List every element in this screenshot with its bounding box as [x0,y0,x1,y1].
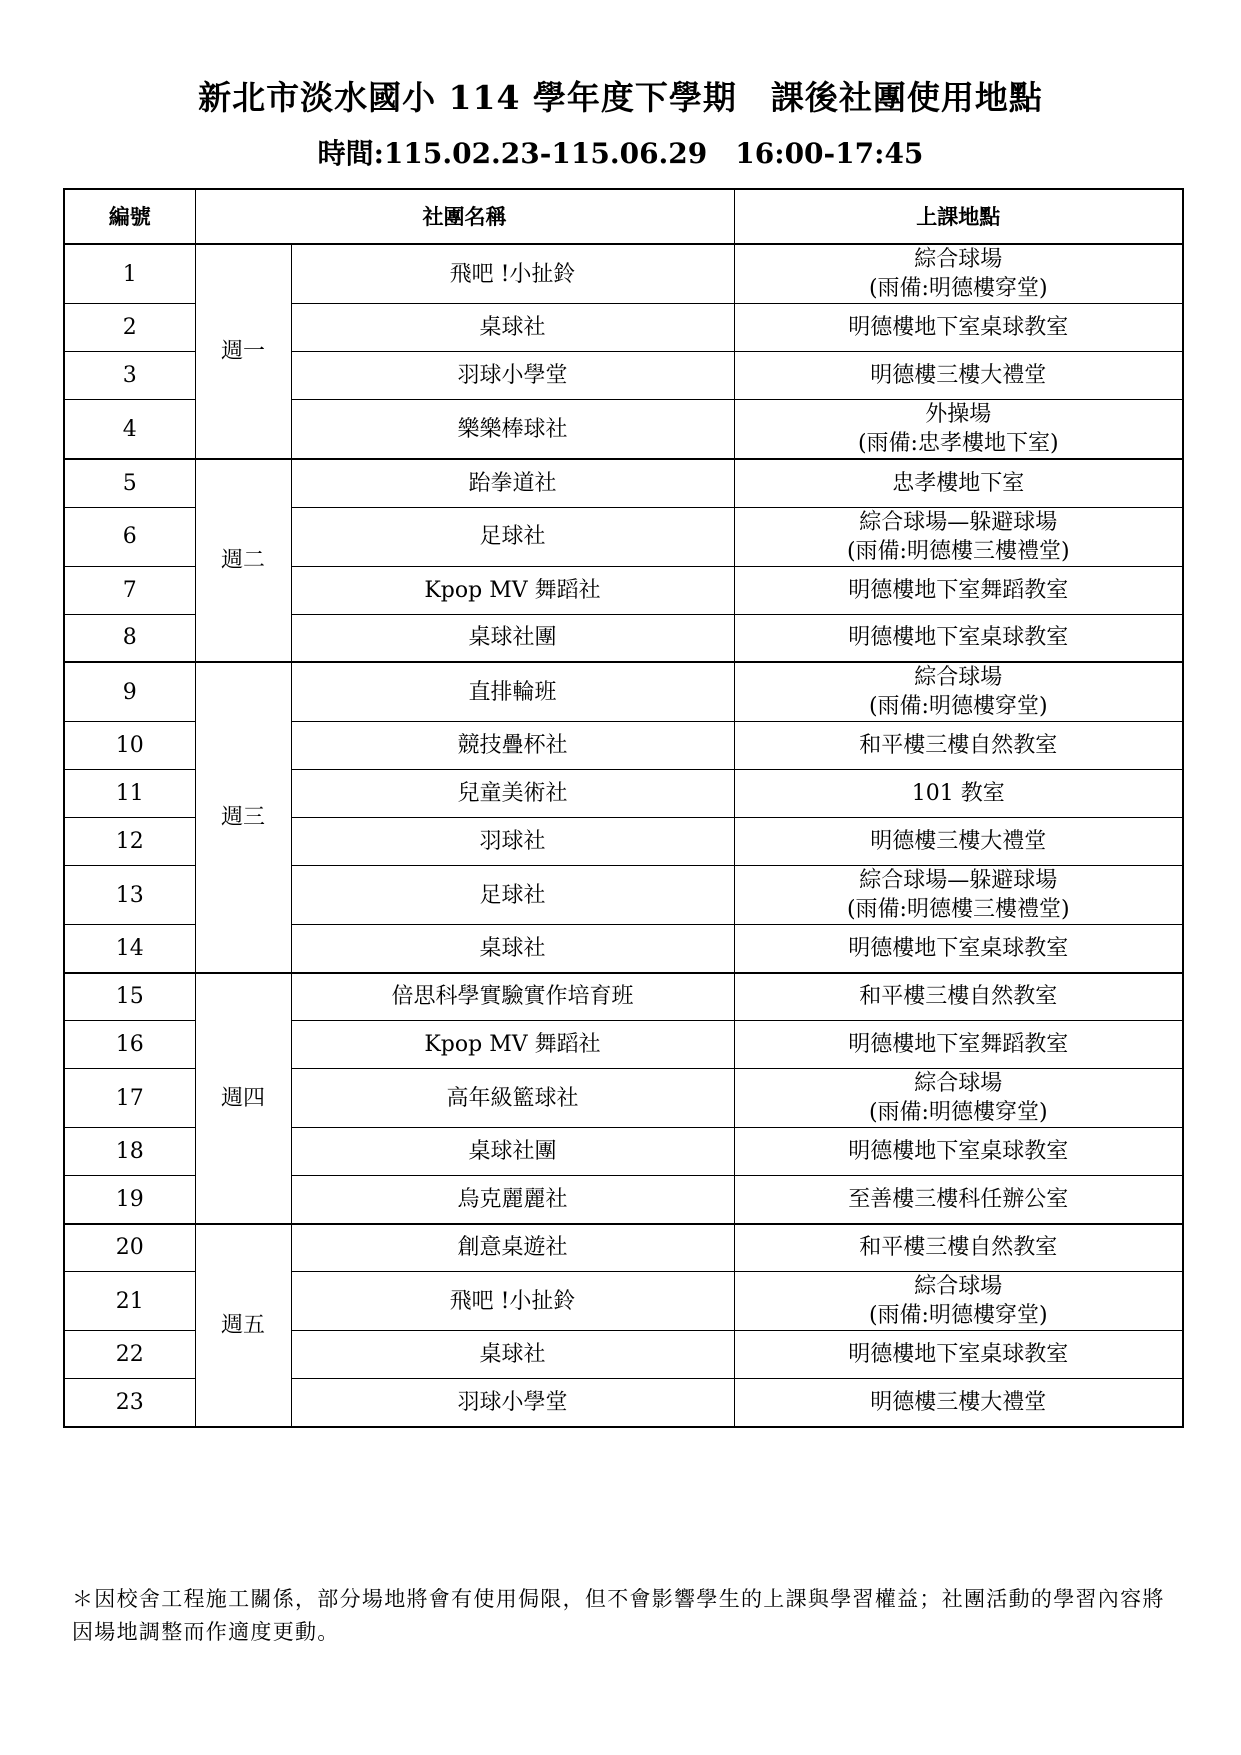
location-main: 至善樓三樓科任辦公室 [848,1186,1069,1212]
footnote: ＊因校舍工程施工關係，部分場地將會有使用侷限，但不會影響學生的上課與學習權益；社團活動的學習內容將因場地調整而作適度更動。 [72,1587,1165,1644]
row-number: 18 [64,1128,195,1176]
location-main: 綜合球場 [914,1071,1003,1096]
location-cell [734,722,1183,770]
weekday-cell: 週三 [195,662,291,973]
weekday-cell: 週四 [195,973,291,1224]
row-number: 20 [64,1224,195,1272]
schedule-time: 時間:115.02.23-115.06.29 16:00-17:45 [317,137,924,170]
location-main: 綜合球場 [914,665,1003,690]
club-name: 桌球社 [291,304,734,352]
club-name: 羽球社 [291,818,734,866]
location-rain-backup: (雨備:忠孝樓地下室) [857,431,1059,456]
location-cell [734,1224,1183,1272]
club-name: 飛吧 !小扯鈴 [291,244,734,304]
location-main: 明德樓地下室舞蹈教室 [848,1032,1069,1057]
location-main: 101 教室 [911,781,1005,806]
club-name: Kpop MV 舞蹈社 [291,566,734,614]
table-row [64,662,1183,722]
location-cell [734,1176,1183,1224]
location-main: 忠孝樓地下室 [892,470,1025,496]
row-number: 12 [64,818,195,866]
club-name: 創意桌遊社 [291,1224,734,1272]
table-body [64,244,1183,1427]
club-name: 羽球小學堂 [291,352,734,400]
club-name: 競技疊杯社 [291,722,734,770]
club-name: 直排輪班 [291,662,734,722]
row-number: 5 [64,459,195,507]
row-number: 17 [64,1069,195,1128]
weekday-cell: 週一 [195,244,291,459]
location-cell [734,818,1183,866]
row-number: 2 [64,304,195,352]
location-cell [734,352,1183,400]
location-main: 和平樓三樓自然教室 [859,733,1058,758]
location-cell [734,1331,1183,1379]
location-cell [734,1069,1183,1128]
location-main: 明德樓三樓大禮堂 [870,829,1047,854]
row-number: 15 [64,973,195,1021]
club-name: 飛吧 !小扯鈴 [291,1272,734,1331]
location-main: 明德樓三樓大禮堂 [870,1389,1047,1415]
location-main: 明德樓地下室桌球教室 [848,1342,1069,1367]
location-main: 綜合球場—躲避球場 [859,509,1058,535]
row-number: 13 [64,866,195,925]
location-rain-backup: (雨備:明德樓三樓禮堂) [846,897,1070,922]
location-rain-backup: (雨備:明德樓穿堂) [868,694,1048,719]
table-header-row [64,189,1183,244]
location-cell [734,566,1183,614]
location-main: 綜合球場 [914,1274,1003,1299]
location-cell [734,614,1183,662]
weekday-cell: 週二 [195,459,291,662]
club-name: 兒童美術社 [291,770,734,818]
row-number: 8 [64,614,195,662]
club-name: 桌球社團 [291,1128,734,1176]
club-name: 跆拳道社 [291,459,734,507]
weekday-cell: 週五 [195,1224,291,1427]
location-cell [734,304,1183,352]
row-number: 6 [64,507,195,566]
row-number: 7 [64,566,195,614]
location-main: 明德樓地下室桌球教室 [848,315,1069,340]
location-main: 明德樓地下室桌球教室 [848,625,1069,651]
row-number: 22 [64,1331,195,1379]
club-name: 羽球小學堂 [291,1379,734,1427]
location-main: 和平樓三樓自然教室 [859,1235,1058,1261]
row-number: 1 [64,244,195,304]
row-number: 21 [64,1272,195,1331]
location-rain-backup: (雨備:明德樓穿堂) [868,1303,1048,1328]
club-name: 高年級籃球社 [291,1069,734,1128]
row-number: 11 [64,770,195,818]
club-name: 樂樂棒球社 [291,400,734,460]
location-cell [734,973,1183,1021]
club-name: Kpop MV 舞蹈社 [291,1021,734,1069]
location-cell [734,662,1183,722]
location-cell [734,1379,1183,1427]
row-number: 16 [64,1021,195,1069]
location-cell [734,507,1183,566]
header-club-name: 社團名稱 [195,189,734,244]
row-number: 23 [64,1379,195,1427]
location-main: 明德樓地下室舞蹈教室 [848,577,1069,603]
club-name: 烏克麗麗社 [291,1176,734,1224]
location-cell [734,925,1183,973]
table-row [64,1224,1183,1272]
location-rain-backup: (雨備:明德樓三樓禮堂) [846,538,1070,564]
club-name: 倍思科學實驗實作培育班 [291,973,734,1021]
location-cell [734,459,1183,507]
location-main: 綜合球場—躲避球場 [859,868,1058,893]
table-row [64,459,1183,507]
location-cell [734,1272,1183,1331]
location-cell [734,244,1183,304]
location-main: 綜合球場 [914,247,1003,272]
location-cell [734,1128,1183,1176]
location-main: 外操場 [925,402,992,427]
location-main: 和平樓三樓自然教室 [859,984,1058,1010]
location-cell [734,400,1183,460]
header-number: 編號 [64,189,195,244]
club-name: 足球社 [291,866,734,925]
row-number: 19 [64,1176,195,1224]
header-location: 上課地點 [734,189,1183,244]
table-row [64,973,1183,1021]
row-number: 3 [64,352,195,400]
location-rain-backup: (雨備:明德樓穿堂) [868,276,1048,301]
club-name: 桌球社團 [291,614,734,662]
row-number: 9 [64,662,195,722]
location-cell [734,866,1183,925]
table-row [64,244,1183,304]
row-number: 4 [64,400,195,460]
page-title: 新北市淡水國小 114 學年度下學期 課後社團使用地點 [198,78,1043,117]
location-cell [734,770,1183,818]
location-rain-backup: (雨備:明德樓穿堂) [868,1100,1048,1125]
club-name: 桌球社 [291,1331,734,1379]
club-schedule-table [63,188,1184,1428]
club-name: 足球社 [291,507,734,566]
row-number: 10 [64,722,195,770]
club-name: 桌球社 [291,925,734,973]
location-main: 明德樓地下室桌球教室 [848,935,1069,961]
location-main: 明德樓地下室桌球教室 [848,1139,1069,1164]
row-number: 14 [64,925,195,973]
location-cell [734,1021,1183,1069]
location-main: 明德樓三樓大禮堂 [870,363,1047,388]
